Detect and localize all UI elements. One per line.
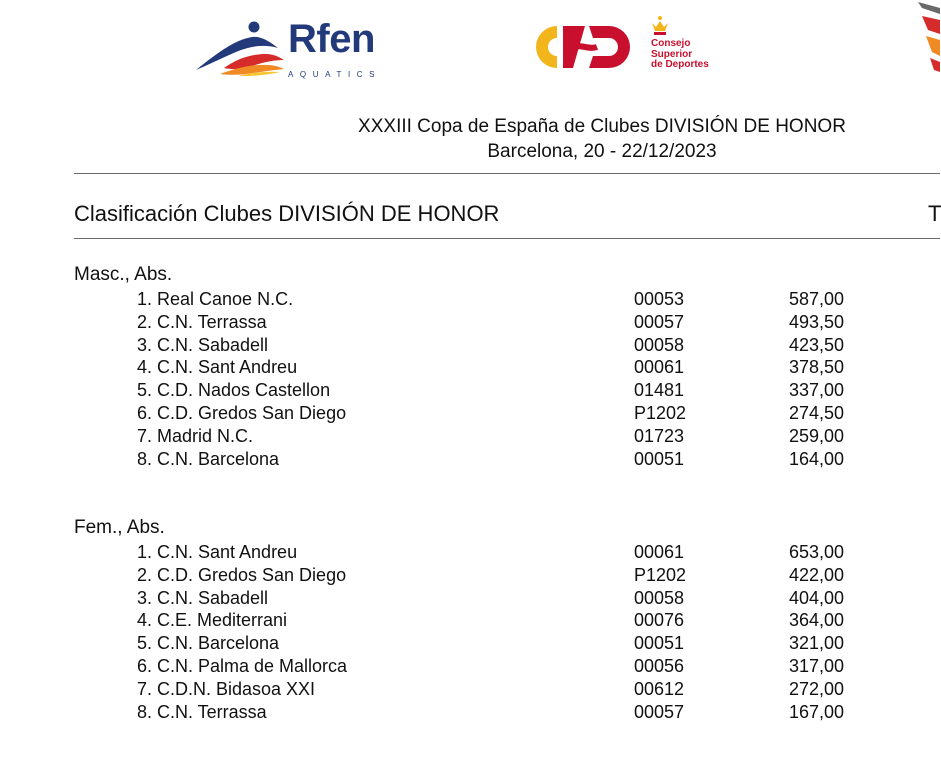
crown-icon bbox=[649, 15, 671, 37]
club-name: C.N. Sabadell bbox=[157, 334, 269, 355]
csd-logo-line: Consejo bbox=[651, 38, 691, 49]
points: 422,00 bbox=[788, 564, 844, 585]
ranking-row bbox=[0, 678, 940, 701]
rfen-logo bbox=[194, 14, 394, 79]
club-name: C.D.N. Bidasoa XXI bbox=[157, 678, 316, 699]
csd-logo-line: de Deportes bbox=[651, 59, 709, 70]
ranking-row bbox=[0, 425, 940, 448]
rank: 8. bbox=[136, 448, 152, 469]
club-code: 01723 bbox=[634, 425, 685, 446]
club-code: 01481 bbox=[634, 380, 685, 401]
ranking-row bbox=[0, 541, 940, 564]
ranking-row bbox=[0, 701, 940, 724]
csd-emblem-icon bbox=[533, 22, 643, 72]
club-code: 00612 bbox=[634, 678, 685, 699]
divider bbox=[74, 173, 940, 174]
club-name: C.N. Sabadell bbox=[157, 587, 269, 608]
ranking-row bbox=[0, 655, 940, 678]
rank: 3. bbox=[136, 587, 152, 608]
ranking-list bbox=[0, 288, 940, 470]
rank: 1. bbox=[136, 289, 152, 309]
ranking-row bbox=[0, 379, 940, 402]
ranking-row bbox=[0, 587, 940, 610]
club-name: C.D. Gredos San Diego bbox=[157, 564, 347, 585]
rank: 2. bbox=[136, 564, 152, 585]
rank: 3. bbox=[136, 334, 152, 355]
csd-logo-line: Superior bbox=[651, 48, 693, 60]
club-name: C.N. Palma de Mallorca bbox=[157, 655, 348, 676]
club-code: 00057 bbox=[634, 701, 685, 722]
points: 274,50 bbox=[788, 402, 844, 423]
rank: 6. bbox=[136, 655, 152, 676]
ranking-row bbox=[0, 609, 940, 632]
club-code: 00061 bbox=[634, 542, 685, 562]
ranking-row bbox=[0, 564, 940, 587]
points: 317,00 bbox=[788, 655, 844, 676]
rank: 2. bbox=[136, 311, 152, 332]
ranking-row bbox=[0, 311, 940, 334]
rank: 7. bbox=[136, 678, 152, 699]
group-label: Masc., Abs. bbox=[74, 264, 173, 285]
club-name: C.D. Gredos San Diego bbox=[157, 402, 347, 423]
points: 378,50 bbox=[788, 357, 844, 378]
points: 321,00 bbox=[788, 633, 844, 654]
points: 364,00 bbox=[788, 610, 844, 631]
section-title: Clasificación Clubes DIVISIÓN DE HONOR bbox=[74, 201, 500, 226]
club-code: P1202 bbox=[634, 564, 687, 585]
cropped-header-letter: T bbox=[928, 201, 941, 226]
rank: 8. bbox=[136, 701, 152, 722]
club-code: 00061 bbox=[634, 357, 685, 378]
points: 423,50 bbox=[788, 334, 844, 355]
club-name: C.N. Sant Andreu bbox=[157, 357, 298, 378]
club-code: 00058 bbox=[634, 587, 685, 608]
club-name: C.N. Sant Andreu bbox=[157, 542, 298, 562]
swimmer-wave-icon bbox=[194, 14, 286, 76]
club-code: 00053 bbox=[634, 289, 685, 309]
points: 259,00 bbox=[788, 425, 844, 446]
points: 167,00 bbox=[788, 701, 844, 722]
club-name: Real Canoe N.C. bbox=[157, 289, 294, 309]
club-code: 00056 bbox=[634, 655, 685, 676]
rank: 5. bbox=[136, 633, 152, 654]
group-label: Fem., Abs. bbox=[74, 517, 165, 538]
csd-logo-text bbox=[651, 39, 709, 71]
club-code: 00058 bbox=[634, 334, 685, 355]
club-name: C.D. Nados Castellon bbox=[157, 380, 331, 401]
event-title: XXXIII Copa de España de Clubes DIVISIÓN DE HONOR bbox=[358, 116, 846, 137]
rank: 7. bbox=[136, 425, 152, 446]
rank: 1. bbox=[136, 542, 152, 562]
points: 493,50 bbox=[788, 311, 844, 332]
rfen-logo-word: Rfen bbox=[288, 17, 375, 61]
partial-logo-icon bbox=[912, 0, 940, 80]
ranking-row bbox=[0, 632, 940, 655]
club-code: 00051 bbox=[634, 448, 685, 469]
ranking-row bbox=[0, 356, 940, 379]
event-subtitle: Barcelona, 20 - 22/12/2023 bbox=[487, 141, 717, 162]
points: 164,00 bbox=[788, 448, 844, 469]
ranking-list bbox=[0, 541, 940, 723]
club-code: 00051 bbox=[634, 633, 685, 654]
club-name: C.N. Terrassa bbox=[157, 701, 267, 722]
divider bbox=[74, 238, 940, 239]
club-name: Madrid N.C. bbox=[157, 425, 254, 446]
club-name: C.N. Terrassa bbox=[157, 311, 267, 332]
points: 653,00 bbox=[788, 542, 844, 562]
ranking-row bbox=[0, 402, 940, 425]
csd-logo bbox=[533, 13, 723, 75]
club-name: C.E. Mediterrani bbox=[157, 610, 288, 631]
rank: 4. bbox=[136, 610, 152, 631]
points: 587,00 bbox=[788, 289, 844, 309]
club-name: C.N. Barcelona bbox=[157, 633, 280, 654]
ranking-row bbox=[0, 448, 940, 471]
points: 272,00 bbox=[788, 678, 844, 699]
points: 404,00 bbox=[788, 587, 844, 608]
club-code: 00076 bbox=[634, 610, 685, 631]
club-name: C.N. Barcelona bbox=[157, 448, 280, 469]
club-code: 00057 bbox=[634, 311, 685, 332]
club-code: P1202 bbox=[634, 402, 687, 423]
rank: 4. bbox=[136, 357, 152, 378]
ranking-row bbox=[0, 288, 940, 311]
rank: 5. bbox=[136, 380, 152, 401]
rank: 6. bbox=[136, 402, 152, 423]
ranking-row bbox=[0, 334, 940, 357]
points: 337,00 bbox=[788, 380, 844, 401]
rfen-logo-subtitle: AQUATICS bbox=[288, 70, 382, 79]
